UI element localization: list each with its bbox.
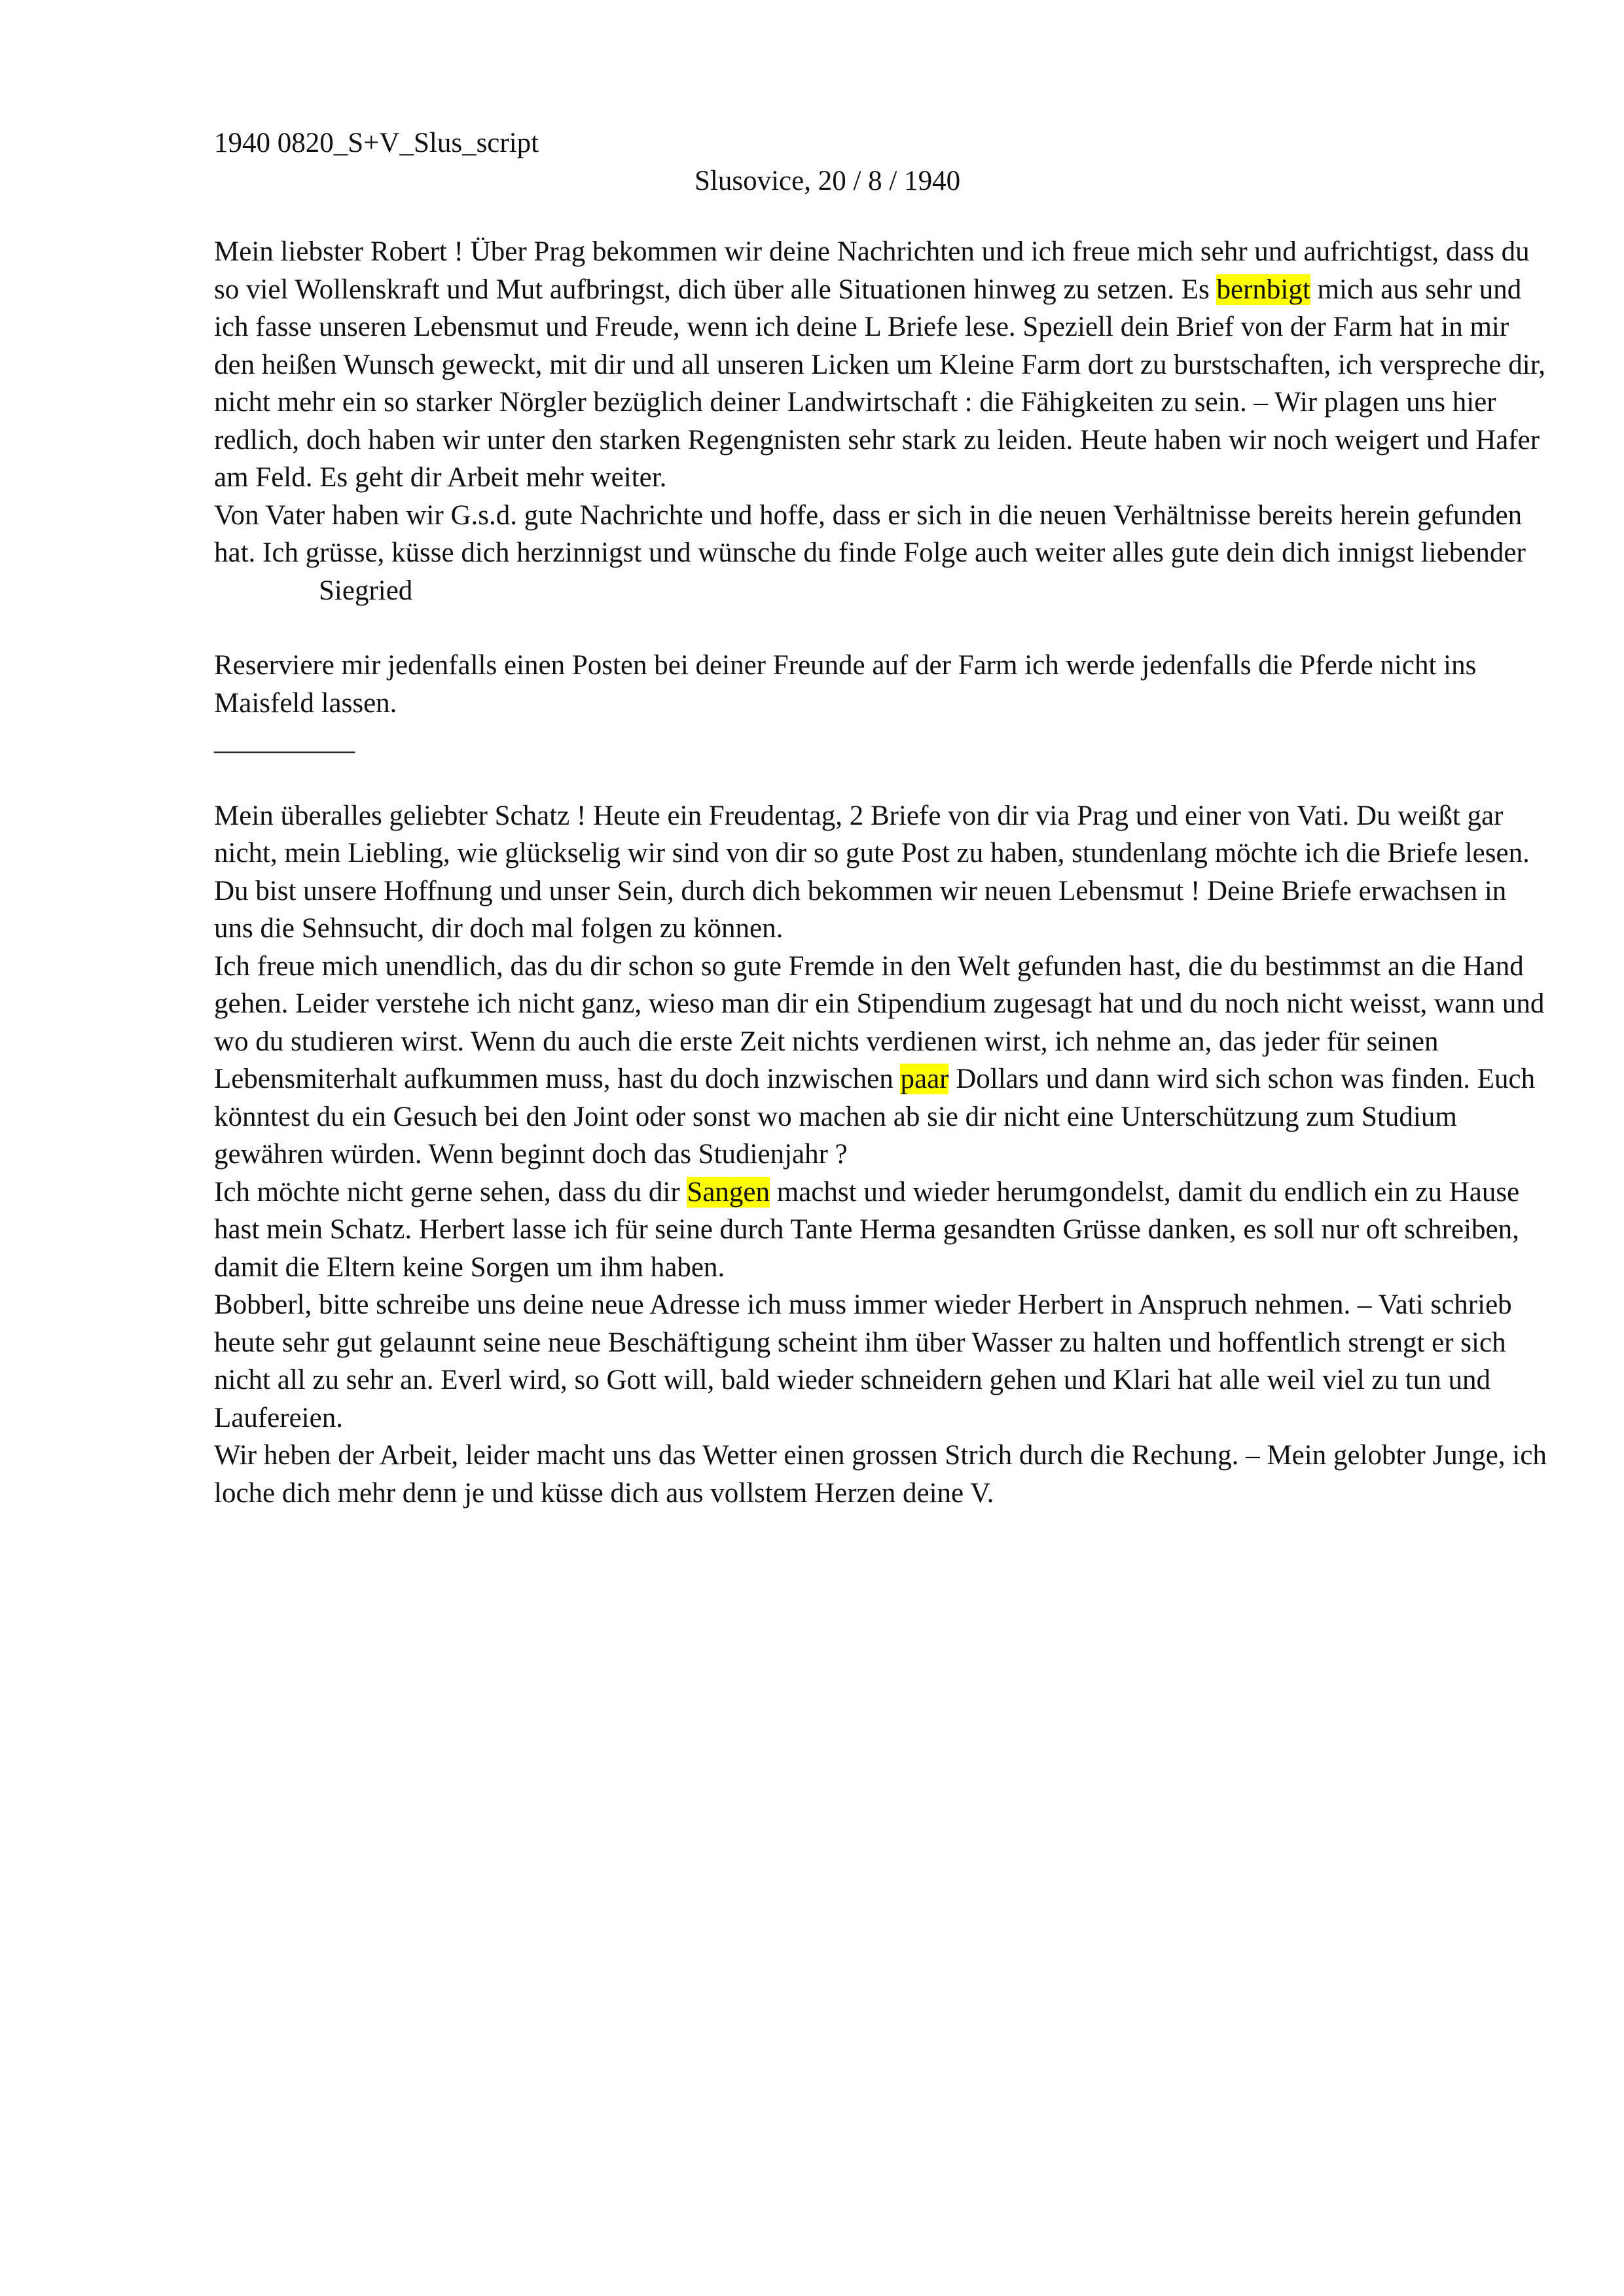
spacer [214,760,1549,797]
document-page [214,124,1549,1512]
letter1-paragraph-2 [214,497,1549,610]
file-reference: 1940 0820_S+V_Slus_script [214,128,539,158]
text-segment: mich aus sehr und ich fasse unseren Lebensmut und Freude, wenn ich deine L Briefe lese. Speziell dein Brief von der Farm hat in mir den heißen Wunsch geweckt, mit dir und all unseren Licken um Kleine Farm dort zu burstschaften, ich verspreche dir, nicht mehr ein so starker Nörgler bezüglich deiner Landwirtschaft : die Fähigkeiten zu sein. – Wir plagen uns hier redlich, doch haben wir unter den starken Regengnisten sehr stark zu leiden. Heute haben wir noch weigert und Hafer am Feld. Es geht dir Arbeit mehr weiter. [214,274,1546,493]
letter2-paragraph-5: Wir heben der Arbeit, leider macht uns das Wetter einen grossen Strich durch die Rechung. – Mein gelobter Junge, ich loche dich mehr denn je und küsse dich aus vollstem Herzen deine V. [214,1440,1547,1509]
highlighted-word: paar [900,1064,949,1094]
text-segment: Von Vater haben wir G.s.d. gute Nachrichte und hoffe, dass er sich in die neuen Verhältnisse bereits herein gefunden hat. Ich grüsse, küsse dich herzinnigst und wünsche du finde Folge auch weiter alles gute dein dich innigst liebender [214,499,1526,568]
spacer [214,200,1549,233]
letter2-paragraph-1: Mein überalles geliebter Schatz ! Heute ein Freudentag, 2 Briefe von dir via Prag und einer von Vati. Du weißt gar nicht, mein Liebling, wie glückselig wir sind von dir so gute Post zu haben, stundenlang möchte ich die Briefe lesen. Du bist unsere Hoffnung und unser Sein, durch dich bekommen wir neuen Lebensmut ! Deine Briefe erwachsen in uns die Sehnsucht, dir doch mal folgen zu können. [214,800,1530,944]
text-segment: Mein liebster Robert ! Über Prag bekommen wir deine Nachrichten und ich freue mich sehr und aufrichtigst, dass du so viel Wollenskraft und Mut aufbringst, dich über alle Situationen hinweg zu setzen. Es [214,236,1530,305]
letter-v [214,797,1549,1513]
letter2-paragraph-3 [214,1174,1549,1287]
text-segment: Ich möchte nicht gerne sehen, dass du dir [214,1176,687,1208]
highlighted-word: bernbigt [1216,274,1310,305]
letter-siegfried [214,233,1549,760]
text-segment: machst und wieder herumgondelst, damit du endlich ein zu Hause hast mein Schatz. Herbert lasse ich für seine durch Tante Herma gesandten Grüsse danken, es soll nur oft schreiben, damit die Eltern keine Sorgen um ihm haben. [214,1176,1520,1283]
letter1-paragraph-1 [214,233,1549,497]
postscript: Reserviere mir jedenfalls einen Posten bei deiner Freunde auf der Farm ich werde jedenfalls die Pferde nicht ins Maisfeld lassen. [214,650,1477,719]
letter2-paragraph-2 [214,948,1549,1174]
letter2-paragraph-4: Bobberl, bitte schreibe uns deine neue Adresse ich muss immer wieder Herbert in Anspruch nehmen. – Vati schrieb heute sehr gut gelaunnt seine neue Beschäftigung scheint ihm über Wasser zu halten und hoffentlich strengt er sich nicht all zu sehr an. Everl wird, so Gott will, bald wieder schneidern gehen und Klari hat alle weil viel zu tun und Laufereien. [214,1289,1512,1433]
highlighted-word: Sangen [687,1176,770,1208]
place-date-line: Slusovice, 20 / 8 / 1940 [695,166,961,196]
signature: Siegried [319,575,413,606]
text-segment: Dollars und dann wird sich schon was finden. Euch könntest du ein Gesuch bei den Joint oder sonst wo machen ab sie dir nicht eine Unterschützung zum Studium gewähren würden. Wenn beginnt doch das Studienjahr ? [214,1064,1536,1170]
spacer [214,609,1549,647]
text-segment: Ich freue mich unendlich, das du dir schon so gute Fremde in den Welt gefunden hast, die du bestimmst an die Hand gehen. Leider verstehe ich nicht ganz, wieso man dir ein Stipendium zugesagt hat und du noch nicht weisst, wann und wo du studieren wirst. Wenn du auch die erste Zeit nichts verdienen wirst, ich nehme an, das jeder für seinen Lebensmiterhalt aufkummen muss, hast du doch inzwischen [214,950,1545,1094]
separator-line: __________ [214,725,355,756]
